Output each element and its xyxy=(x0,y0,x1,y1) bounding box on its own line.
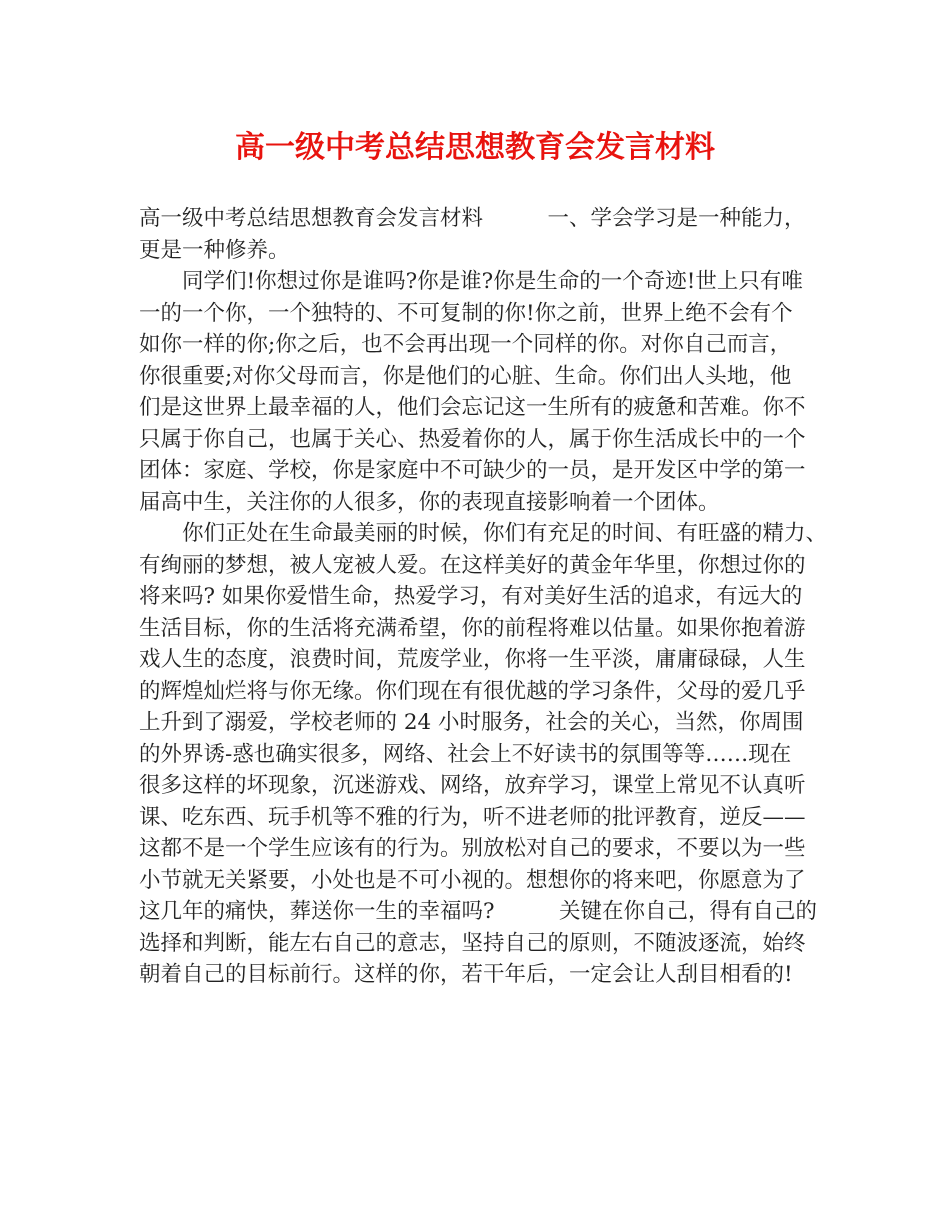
body-text-line: 小节就无关紧要，小处也是不可小视的。想想你的将来吧，你愿意为了 xyxy=(139,867,806,893)
body-text-line: 朝着自己的目标前行。这样的你，若干年后，一定会让人刮目相看的! xyxy=(139,962,793,987)
body-text-line: 你们正处在生命最美丽的时候，你们有充足的时间、有旺盛的精力、 xyxy=(182,521,828,546)
body-text-line: 有绚丽的梦想，被人宠被人爱。在这样美好的黄金年华里，你想过你的 xyxy=(139,552,806,578)
body-text-line: 只属于你自己，也属于关心、热爱着你的人，属于你生活成长中的一个 xyxy=(139,426,806,452)
body-text-line: 将来吗? 如果你爱惜生命，热爱学习，有对美好生活的追求，有远大的 xyxy=(139,584,803,609)
body-text-line: 同学们!你想过你是谁吗?你是谁?你是生命的一个奇迹!世上只有唯 xyxy=(182,269,803,294)
body-text-line: 课、吃东西、玩手机等不雅的行为，听不进老师的批评教育，逆反—— xyxy=(139,804,806,830)
body-text-line: 生活目标，你的生活将充满希望，你的前程将难以估量。如果你抱着游 xyxy=(139,615,806,641)
body-text-line: 如你一样的你;你之后，也不会再出现一个同样的你。对你自己而言， xyxy=(139,332,792,357)
body-text-line: 的辉煌灿烂将与你无缘。你们现在有很优越的学习条件，父母的爱几乎 xyxy=(139,678,806,704)
body-text-line: 很多这样的坏现象，沉迷游戏、网络，放弃学习，课堂上常见不认真听 xyxy=(139,773,806,798)
body-text-line: 届高中生，关注你的人很多，你的表现直接影响着一个团体。 xyxy=(139,489,720,515)
body-text-line: 们是这世界上最幸福的人，他们会忘记这一生所有的疲惫和苦难。你不 xyxy=(139,395,806,420)
body-text-line: 团体：家庭、学校，你是家庭中不可缺少的一员，是开发区中学的第一 xyxy=(139,458,806,483)
document-title: 高一级中考总结思想教育会发言材料 xyxy=(235,130,715,165)
body-text-line: 这几年的痛快，葬送你一生的幸福吗? 关键在你自己，得有自己的 xyxy=(139,899,818,924)
body-text-line: 一的一个你，一个独特的、不可复制的你!你之前，世界上绝不会有个 xyxy=(139,300,793,326)
body-text-line: 选择和判断，能左右自己的意志，坚持自己的原则，不随波逐流，始终 xyxy=(139,930,806,956)
body-text-line: 更是一种修养。 xyxy=(139,237,290,263)
document-body xyxy=(139,203,828,991)
body-text-line: 这都不是一个学生应该有的行为。别放松对自己的要求，不要以为一些 xyxy=(139,836,806,861)
body-text-line: 的外界诱-惑也确实很多，网络、社会上不好读书的氛围等等……现在 xyxy=(139,741,792,767)
body-text-line: 你很重要;对你父母而言，你是他们的心脏、生命。你们出人头地，他 xyxy=(139,363,792,389)
body-text-line: 上升到了溺爱，学校老师的 24 小时服务，社会的关心，当然，你周围 xyxy=(139,710,804,735)
body-text-line: 高一级中考总结思想教育会发言材料 一、学会学习是一种能力， xyxy=(139,206,806,231)
body-text-line: 戏人生的态度，浪费时间，荒废学业，你将一生平淡，庸庸碌碌，人生 xyxy=(139,647,806,672)
